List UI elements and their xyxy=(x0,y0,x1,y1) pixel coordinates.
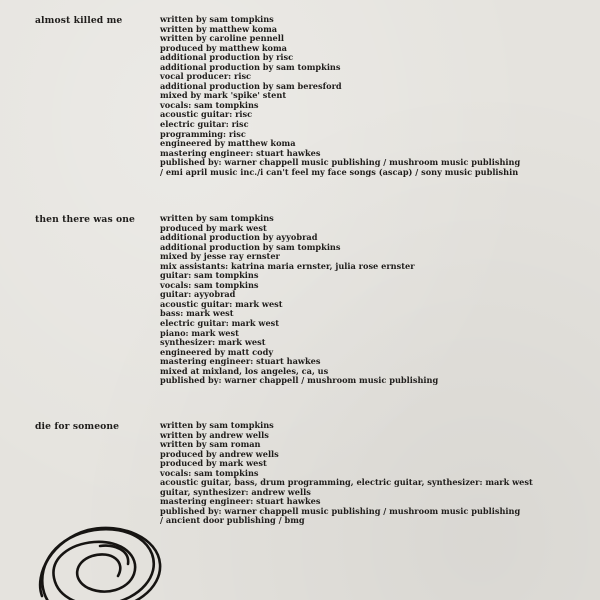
credit-line: additional production by sam beresford xyxy=(160,80,342,91)
credit-line: published by: warner chappell / mushroom music publishing xyxy=(160,375,439,386)
credit-line: additional production by sam tompkins xyxy=(160,241,341,252)
credit-line: / emi april music inc./i can't feel my face songs (ascap) / sony music publishin xyxy=(160,166,519,177)
credit-line: mastering engineer: stuart hawkes xyxy=(160,496,321,507)
credit-line: guitar, synthesizer: andrew wells xyxy=(160,486,311,497)
credit-line: guitar: ayyobrad xyxy=(160,289,236,300)
credit-line: produced by mark west xyxy=(160,222,267,233)
credit-line: written by matthew koma xyxy=(160,23,278,34)
credit-line: acoustic guitar: risc xyxy=(160,109,253,120)
credit-line: mixed by jesse ray ernster xyxy=(160,251,280,262)
credit-line: published by: warner chappell music publishing / mushroom music publishing xyxy=(160,505,521,516)
credit-line: additional production by risc xyxy=(160,52,294,63)
song-title: die for someone xyxy=(35,421,120,432)
credit-line: produced by mark west xyxy=(160,458,267,469)
credit-line: additional production by ayyobrad xyxy=(160,232,318,243)
credit-line: mixed at mixland, los angeles, ca, us xyxy=(160,365,329,376)
credit-line: mastering engineer: stuart hawkes xyxy=(160,147,321,158)
credit-line: produced by andrew wells xyxy=(160,448,279,459)
credit-line: engineered by matthew koma xyxy=(160,138,296,149)
credit-line: published by: warner chappell music publishing / mushroom music publishing xyxy=(160,157,521,168)
credit-line: electric guitar: risc xyxy=(160,119,249,130)
credit-line: guitar: sam tompkins xyxy=(160,270,259,281)
credit-line: acoustic guitar, bass, drum programming, electric guitar, synthesizer: mark west xyxy=(160,477,533,488)
credit-line: piano: mark west xyxy=(160,327,239,338)
credit-line: bass: mark west xyxy=(160,308,234,319)
credit-line: vocals: sam tompkins xyxy=(160,99,259,110)
credit-line: engineered by matt cody xyxy=(160,346,274,357)
credit-line: additional production by sam tompkins xyxy=(160,61,341,72)
credit-line: programming: risc xyxy=(160,128,246,139)
credit-line: written by sam tompkins xyxy=(160,14,274,24)
credit-line: / ancient door publishing / bmg xyxy=(160,515,305,526)
credit-line: written by sam tompkins xyxy=(160,420,274,430)
credit-line: mixed by mark 'spike' stent xyxy=(160,90,287,101)
credits-list xyxy=(160,214,438,386)
credit-line: electric guitar: mark west xyxy=(160,318,280,329)
credit-line: written by sam roman xyxy=(160,439,261,450)
credit-line: vocal producer: risc xyxy=(160,71,252,82)
song-title: then there was one xyxy=(35,214,135,225)
song-title: almost killed me xyxy=(35,15,123,26)
credit-line: produced by matthew koma xyxy=(160,42,287,53)
credits-list xyxy=(160,421,533,526)
credits-list xyxy=(160,15,520,177)
scribble-drawing xyxy=(30,516,165,600)
credit-line: mix assistants: katrina maria ernster, julia rose ernster xyxy=(160,260,415,271)
credit-line: written by sam tompkins xyxy=(160,213,274,223)
credit-line: synthesizer: mark west xyxy=(160,337,266,348)
credit-line: vocals: sam tompkins xyxy=(160,467,259,478)
credit-line: written by caroline pennell xyxy=(160,33,284,44)
credit-line: acoustic guitar: mark west xyxy=(160,298,283,309)
credit-line: written by andrew wells xyxy=(160,429,269,440)
credit-line: vocals: sam tompkins xyxy=(160,279,259,290)
credit-line: mastering engineer: stuart hawkes xyxy=(160,356,321,367)
